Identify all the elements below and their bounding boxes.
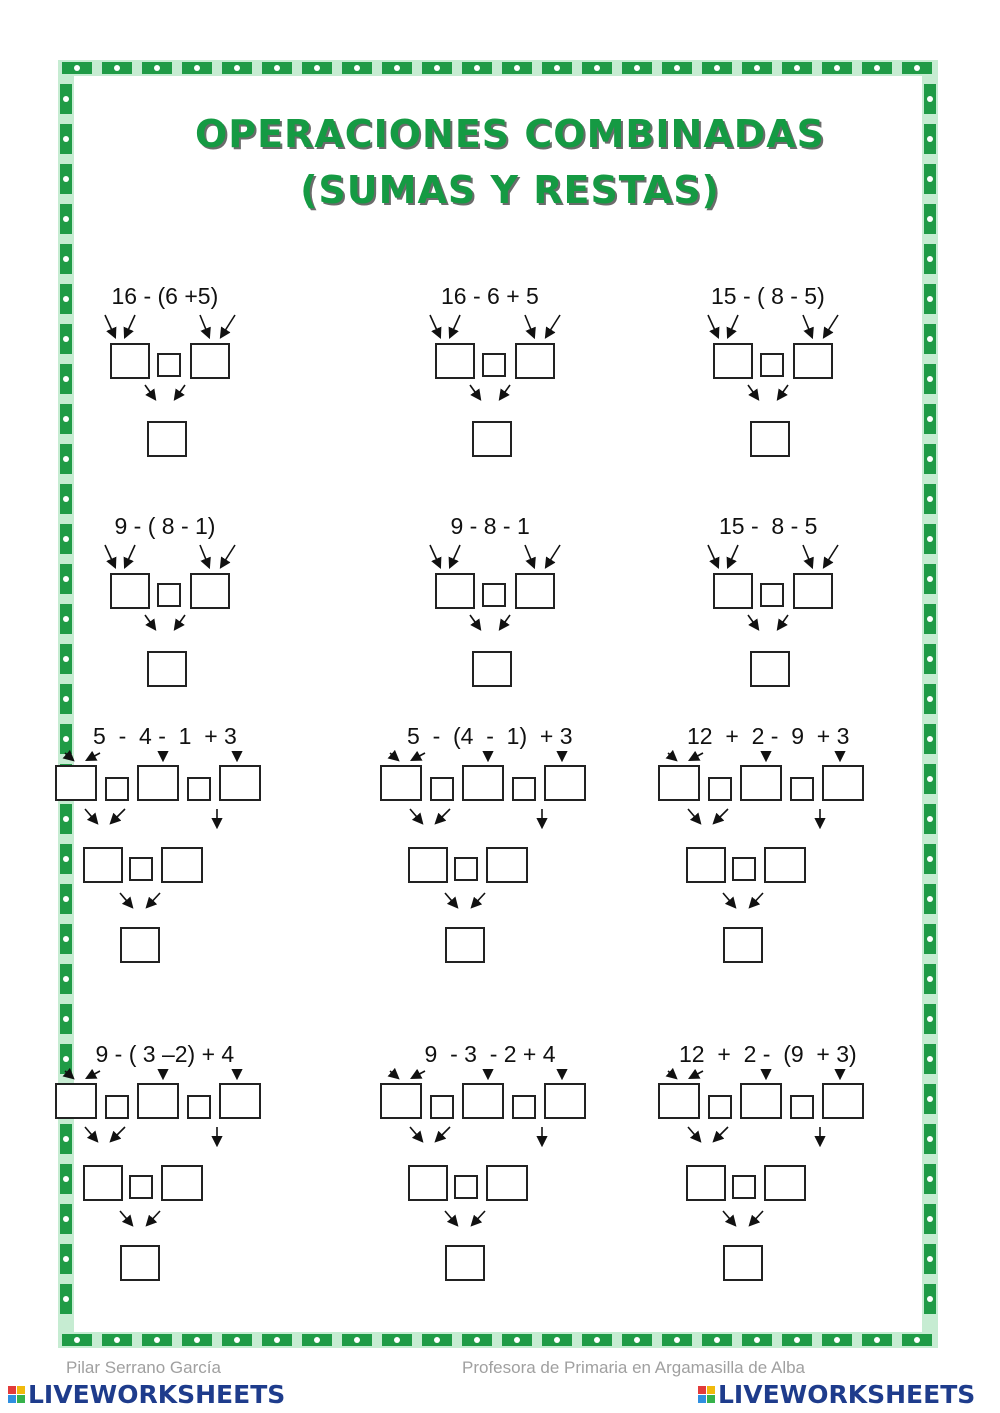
arrow	[688, 1127, 700, 1141]
answer-box[interactable]	[486, 1165, 528, 1201]
arrow	[500, 615, 510, 629]
arrow	[708, 315, 718, 337]
answer-box[interactable]	[544, 765, 586, 801]
arrow	[145, 385, 155, 399]
exercise-expression: 5 - (4 - 1) + 3	[407, 723, 573, 749]
operator-box[interactable]	[790, 1095, 814, 1119]
exercise-expression: 9 - ( 3 –2) + 4	[95, 1041, 235, 1067]
arrow	[668, 753, 676, 760]
arrow	[436, 1127, 450, 1141]
exercise-expression: 16 - (6 +5)	[111, 283, 219, 309]
exercise-expression: 9 - 8 - 1	[450, 513, 530, 539]
result-box[interactable]	[147, 651, 187, 687]
exercise-expression: 9 - 3 - 2 + 4	[424, 1041, 556, 1067]
arrow	[412, 753, 425, 760]
operator-box[interactable]	[790, 777, 814, 801]
arrow	[445, 1211, 457, 1225]
answer-box[interactable]	[713, 343, 753, 379]
worksheet-title: OPERACIONES COMBINADAS	[194, 112, 826, 156]
operator-box[interactable]	[760, 353, 784, 377]
result-box[interactable]	[120, 927, 160, 963]
arrow	[450, 545, 460, 567]
operator-box[interactable]	[482, 583, 506, 607]
arrow	[85, 1127, 97, 1141]
arrow	[105, 545, 115, 567]
answer-box[interactable]	[83, 847, 123, 883]
answer-box[interactable]	[380, 765, 422, 801]
operator-box[interactable]	[708, 777, 732, 801]
arrow	[714, 809, 728, 823]
operator-box[interactable]	[129, 857, 153, 881]
arrow	[723, 893, 735, 907]
arrow	[546, 545, 560, 567]
arrow	[87, 1071, 100, 1078]
result-box[interactable]	[723, 927, 763, 963]
arrow	[690, 753, 703, 760]
arrow	[525, 315, 534, 337]
answer-box[interactable]	[486, 847, 528, 883]
arrow	[430, 545, 440, 567]
arrow	[824, 315, 838, 337]
answer-box[interactable]	[55, 765, 97, 801]
arrow	[778, 385, 788, 399]
answer-box[interactable]	[740, 765, 782, 801]
arrow	[778, 615, 788, 629]
answer-box[interactable]	[764, 1165, 806, 1201]
operator-box[interactable]	[187, 777, 211, 801]
arrow	[445, 893, 457, 907]
result-box[interactable]	[472, 421, 512, 457]
result-box[interactable]	[472, 651, 512, 687]
arrow	[748, 615, 758, 629]
arrow	[748, 385, 758, 399]
arrow	[668, 1071, 676, 1078]
arrow	[147, 1211, 160, 1225]
liveworksheets-logo-left	[8, 1380, 285, 1409]
answer-box[interactable]	[740, 1083, 782, 1119]
answer-box[interactable]	[161, 847, 203, 883]
answer-box[interactable]	[462, 765, 504, 801]
answer-box[interactable]	[544, 1083, 586, 1119]
operator-box[interactable]	[129, 1175, 153, 1199]
arrow	[714, 1127, 728, 1141]
arrow	[87, 753, 100, 760]
arrow	[120, 893, 132, 907]
answer-box[interactable]	[161, 1165, 203, 1201]
answer-box[interactable]	[462, 1083, 504, 1119]
answer-box[interactable]	[219, 765, 261, 801]
worksheet-subtitle: (SUMAS Y RESTAS)	[300, 168, 720, 212]
answer-box[interactable]	[435, 573, 475, 609]
answer-box[interactable]	[515, 343, 555, 379]
arrow	[65, 1071, 73, 1078]
arrow	[410, 1127, 422, 1141]
arrow	[430, 315, 440, 337]
arrow	[120, 1211, 132, 1225]
arrow	[470, 385, 480, 399]
exercise-expression: 5 - 4 - 1 + 3	[93, 723, 237, 749]
arrow	[85, 809, 97, 823]
arrow	[111, 809, 125, 823]
arrow	[690, 1071, 703, 1078]
arrow	[390, 1071, 398, 1078]
operator-box[interactable]	[512, 777, 536, 801]
exercise-expression: 12 + 2 - (9 + 3)	[679, 1041, 857, 1067]
footer-role: Profesora de Primaria en Argamasilla de Alba	[462, 1358, 806, 1377]
operator-box[interactable]	[760, 583, 784, 607]
exercise-expression: 15 - 8 - 5	[719, 513, 818, 539]
brand-name: LIVEWORKSHEETS	[28, 1380, 286, 1409]
answer-box[interactable]	[822, 765, 864, 801]
answer-box[interactable]	[515, 573, 555, 609]
answer-box[interactable]	[408, 1165, 448, 1201]
answer-box[interactable]	[658, 1083, 700, 1119]
arrow	[450, 315, 460, 337]
operator-box[interactable]	[454, 1175, 478, 1199]
answer-box[interactable]	[408, 847, 448, 883]
answer-box[interactable]	[137, 765, 179, 801]
exercise-expression: 16 - 6 + 5	[441, 283, 539, 309]
operator-box[interactable]	[732, 1175, 756, 1199]
brand-name: LIVEWORKSHEETS	[718, 1380, 976, 1409]
operator-box[interactable]	[732, 857, 756, 881]
arrow	[175, 615, 185, 629]
arrow	[436, 809, 450, 823]
answer-box[interactable]	[110, 573, 150, 609]
arrow	[221, 315, 235, 337]
arrow	[728, 315, 738, 337]
answer-box[interactable]	[435, 343, 475, 379]
arrow	[803, 545, 812, 567]
answer-box[interactable]	[686, 847, 726, 883]
arrow	[105, 315, 115, 337]
answer-box[interactable]	[380, 1083, 422, 1119]
arrow	[221, 545, 235, 567]
result-box[interactable]	[147, 421, 187, 457]
arrow	[750, 893, 763, 907]
arrow	[111, 1127, 125, 1141]
arrow	[728, 545, 738, 567]
operator-box[interactable]	[512, 1095, 536, 1119]
arrow	[723, 1211, 735, 1225]
result-box[interactable]	[445, 1245, 485, 1281]
answer-box[interactable]	[110, 343, 150, 379]
result-box[interactable]	[750, 421, 790, 457]
result-box[interactable]	[120, 1245, 160, 1281]
operator-box[interactable]	[187, 1095, 211, 1119]
arrow	[410, 809, 422, 823]
operator-box[interactable]	[105, 777, 129, 801]
liveworksheets-logo-icon	[698, 1386, 715, 1403]
exercise-expression: 12 + 2 - 9 + 3	[687, 723, 850, 749]
liveworksheets-logo-icon	[8, 1386, 25, 1403]
operator-box[interactable]	[482, 353, 506, 377]
result-box[interactable]	[750, 651, 790, 687]
arrow	[803, 315, 812, 337]
operator-box[interactable]	[157, 583, 181, 607]
arrow	[546, 315, 560, 337]
exercise-expression: 15 - ( 8 - 5)	[711, 283, 825, 309]
arrow	[472, 893, 485, 907]
liveworksheets-logo-right	[698, 1380, 975, 1409]
answer-box[interactable]	[137, 1083, 179, 1119]
answer-box[interactable]	[219, 1083, 261, 1119]
operator-box[interactable]	[157, 353, 181, 377]
arrow	[525, 545, 534, 567]
arrow	[470, 615, 480, 629]
answer-box[interactable]	[190, 343, 230, 379]
footer-author: Pilar Serrano García	[66, 1358, 221, 1377]
arrow	[824, 545, 838, 567]
answer-box[interactable]	[55, 1083, 97, 1119]
arrow	[65, 753, 73, 760]
arrow	[390, 753, 398, 760]
answer-box[interactable]	[83, 1165, 123, 1201]
answer-box[interactable]	[190, 573, 230, 609]
arrow	[688, 809, 700, 823]
answer-box[interactable]	[793, 343, 833, 379]
arrow	[175, 385, 185, 399]
answer-box[interactable]	[764, 847, 806, 883]
answer-box[interactable]	[822, 1083, 864, 1119]
arrow	[147, 893, 160, 907]
operator-box[interactable]	[454, 857, 478, 881]
arrow	[708, 545, 718, 567]
arrow	[412, 1071, 425, 1078]
operator-box[interactable]	[430, 777, 454, 801]
arrow	[472, 1211, 485, 1225]
arrow	[200, 545, 209, 567]
answer-box[interactable]	[658, 765, 700, 801]
result-box[interactable]	[723, 1245, 763, 1281]
arrow	[125, 545, 135, 567]
arrow	[500, 385, 510, 399]
operator-box[interactable]	[708, 1095, 732, 1119]
operator-box[interactable]	[430, 1095, 454, 1119]
answer-box[interactable]	[713, 573, 753, 609]
arrow	[750, 1211, 763, 1225]
result-box[interactable]	[445, 927, 485, 963]
answer-box[interactable]	[793, 573, 833, 609]
arrow	[125, 315, 135, 337]
arrow	[145, 615, 155, 629]
arrow	[200, 315, 209, 337]
operator-box[interactable]	[105, 1095, 129, 1119]
exercise-expression: 9 - ( 8 - 1)	[114, 513, 216, 539]
answer-box[interactable]	[686, 1165, 726, 1201]
